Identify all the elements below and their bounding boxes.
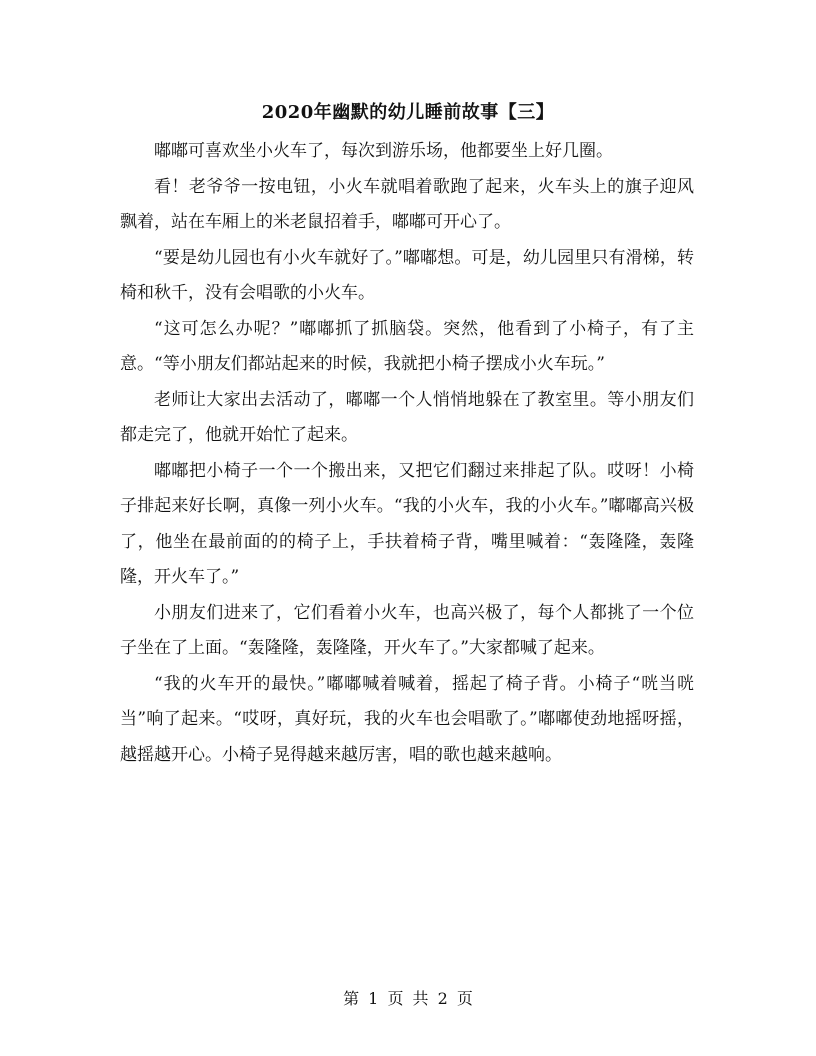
paragraph: 看！老爷爷一按电钮，小火车就唱着歌跑了起来，火车头上的旗子迎风飘着，站在车厢上的米老鼠招着手，嘟嘟可开心了。: [120, 176, 694, 232]
paragraph: “要是幼儿园也有小火车就好了。”嘟嘟想。可是，幼儿园里只有滑梯，转椅和秋千，没有会唱歌的小火车。: [120, 247, 694, 303]
paragraph: “我的火车开的最快。”嘟嘟喊着喊着，摇起了椅子背。小椅子“咣当咣当”响了起来。“哎呀，真好玩，我的火车也会唱歌了。”嘟嘟使劲地摇呀摇，越摇越开心。小椅子晃得越来越厉害，唱的歌也越来越响。: [120, 673, 694, 765]
document-title: 2020年幽默的幼儿睡前故事【三】: [261, 102, 555, 123]
paragraph: 老师让大家出去活动了，嘟嘟一个人悄悄地躲在了教室里。等小朋友们都走完了，他就开始忙了起来。: [120, 389, 694, 445]
document-body: [120, 134, 694, 773]
paragraph: 嘟嘟可喜欢坐小火车了，每次到游乐场，他都要坐上好几圈。: [154, 141, 613, 161]
paragraph: 小朋友们进来了，它们看着小火车，也高兴极了，每个人都挑了一个位子坐在了上面。“轰隆隆，轰隆隆，开火车了。”大家都喊了起来。: [120, 602, 694, 658]
paragraph: 嘟嘟把小椅子一个一个搬出来，又把它们翻过来排起了队。哎呀！小椅子排起来好长啊，真像一列小火车。“我的小火车，我的小火车。”嘟嘟高兴极了，他坐在最前面的的椅子上，手扶着椅子背，嘴里喊着：“轰隆隆，轰隆隆，开火车了。”: [120, 460, 694, 587]
page-number-footer: 第 1 页 共 2 页: [343, 989, 473, 1008]
paragraph: “这可怎么办呢？”嘟嘟抓了抓脑袋。突然，他看到了小椅子，有了主意。“等小朋友们都站起来的时候，我就把小椅子摆成小火车玩。”: [120, 318, 694, 374]
